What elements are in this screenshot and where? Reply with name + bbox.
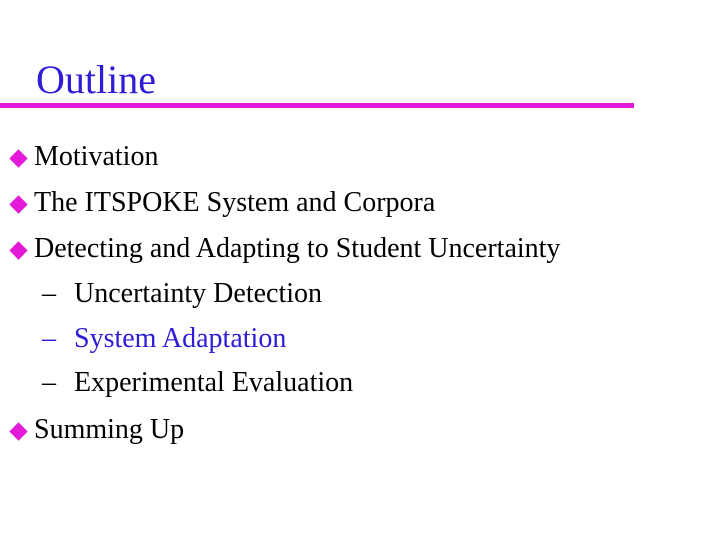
diamond-bullet-icon [9, 195, 27, 213]
dash-marker: – [42, 278, 56, 309]
sub-bullet-text: Experimental Evaluation [74, 367, 354, 398]
diamond-bullet-icon [9, 241, 27, 259]
dash-marker: – [42, 367, 56, 398]
bullet-text: Detecting and Adapting to Student Uncertainty [34, 233, 561, 264]
bullet-text: Summing Up [34, 414, 185, 445]
bullet-text: Motivation [34, 141, 159, 172]
diamond-bullet-icon [9, 422, 27, 440]
dash-marker: – [42, 323, 56, 354]
diamond-bullet-icon [9, 149, 27, 167]
sub-bullet-text: Uncertainty Detection [74, 278, 323, 309]
bullet-text: The ITSPOKE System and Corpora [34, 187, 436, 218]
slide-title: Outline [36, 57, 156, 102]
sub-bullet-text: System Adaptation [74, 323, 287, 354]
